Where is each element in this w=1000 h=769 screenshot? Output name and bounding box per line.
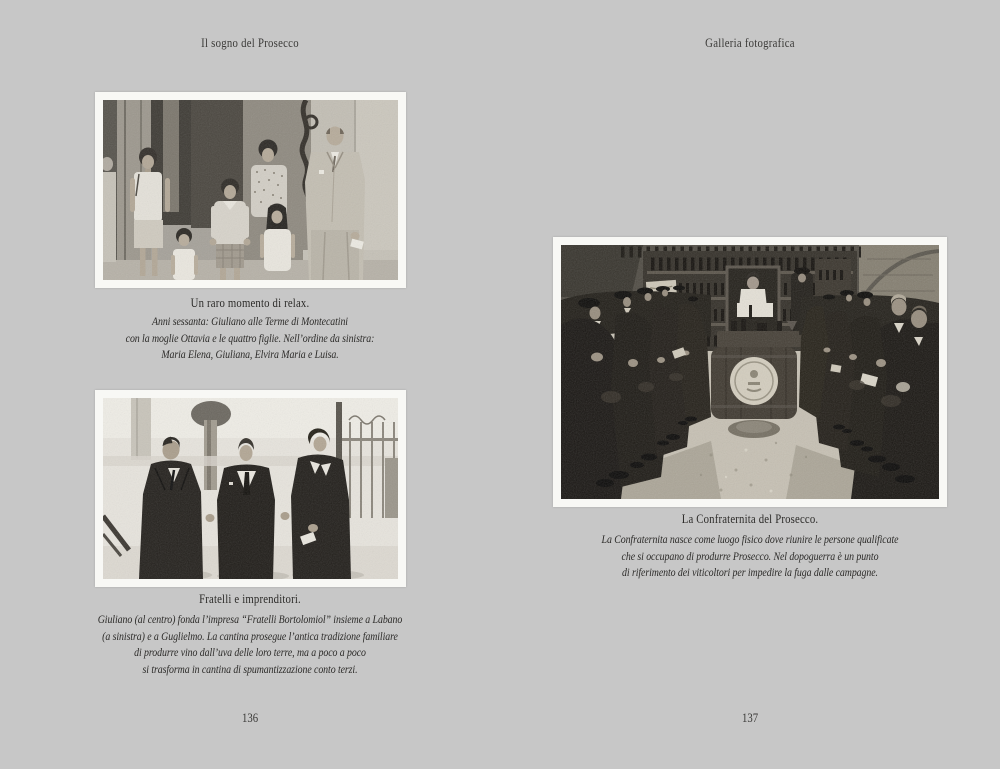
right-page-number: 137 <box>741 711 759 725</box>
caption-title-confraternita: La Confraternita del Prosecco. <box>681 512 819 526</box>
caption-line: (a sinistra) e a Guglielmo. La cantina prosegue l’antica tradizione familiare <box>102 630 398 643</box>
caption-line: La Confraternita nasce come luogo fisico dove riunire le persone qualificate <box>601 534 899 546</box>
caption-line: che si occupano di produrre Prosecco. Nel dopoguerra è un punto <box>621 550 879 563</box>
caption-title-fratelli: Fratelli e imprenditori. <box>199 592 301 606</box>
caption-text-relax <box>35 314 465 364</box>
photo-confraternita-image <box>561 245 939 499</box>
caption-line: Maria Elena, Giuliana, Elvira Maria e Luisa. <box>161 349 339 361</box>
caption-line: di riferimento dei viticoltori per impedire la fuga dalle campagne. <box>622 567 878 579</box>
right-running-head: Galleria fotografica <box>705 36 795 50</box>
caption-text-fratelli <box>35 612 465 678</box>
caption-text-confraternita <box>535 532 965 582</box>
photo-family-montecatini <box>95 92 406 288</box>
photo-family-image <box>103 100 398 280</box>
caption-line: Anni sessanta: Giuliano alle Terme di Montecatini <box>152 316 348 328</box>
caption-line: di produrre vino dall’uva delle loro terre, ma a poco a poco <box>134 647 366 659</box>
left-page-number: 136 <box>241 711 259 725</box>
photo-brothers <box>95 390 406 587</box>
caption-title-relax: Un raro momento di relax. <box>190 296 310 310</box>
caption-line: Giuliano (al centro) fonda l’impresa “Fratelli Bortolomiol” insieme a Labano <box>97 614 403 626</box>
caption-line: con la moglie Ottavia e le quattro figlie. Nell’ordine da sinistra: <box>125 332 375 345</box>
photo-brothers-image <box>103 398 398 579</box>
photo-confraternita <box>553 237 947 507</box>
caption-line: si trasforma in cantina di spumantizzazione conto terzi. <box>142 663 358 676</box>
left-running-head: Il sogno del Prosecco <box>201 36 299 50</box>
